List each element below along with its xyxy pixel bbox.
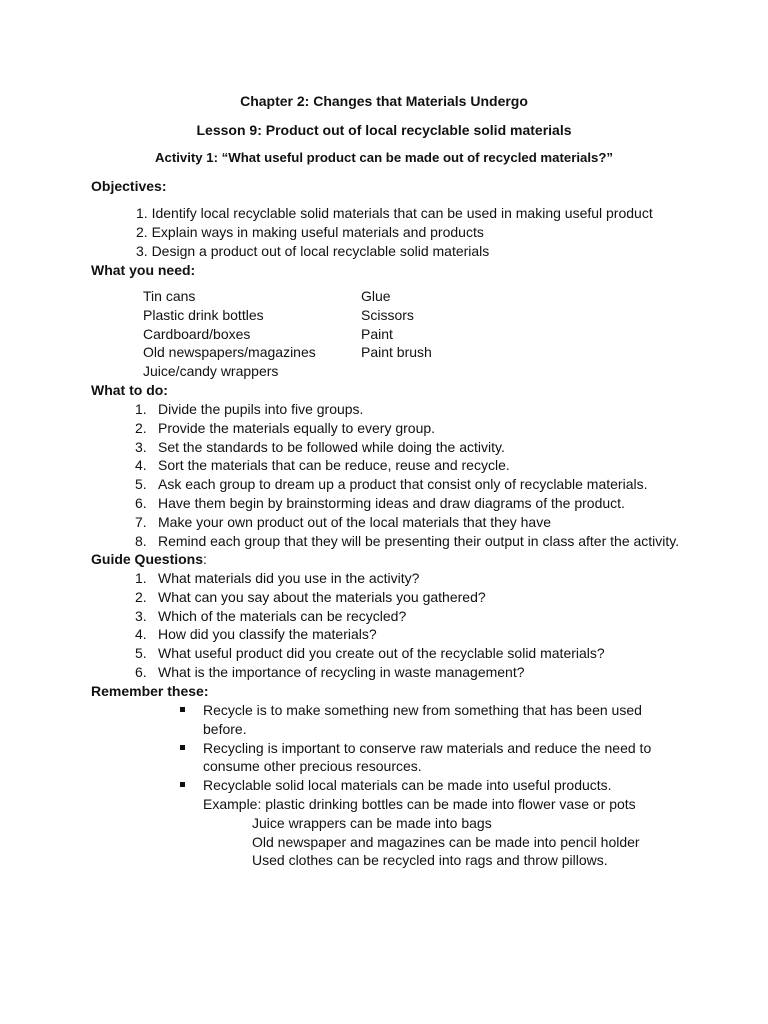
what-to-do-heading: What to do:: [91, 382, 168, 398]
step-item: [135, 456, 679, 475]
material-item: Juice/candy wrappers: [143, 363, 279, 380]
example-intro: Example: plastic drinking bottles can be made into flower vase or pots: [203, 795, 636, 812]
what-to-do-list: [135, 400, 679, 550]
lesson-title: Lesson 9: Product out of local recyclable solid materials: [196, 122, 572, 138]
step-item: [135, 400, 679, 419]
example-line: Juice wrappers can be made into bags: [252, 814, 492, 831]
step-item: [135, 438, 679, 457]
question-text: How did you classify the materials?: [158, 626, 377, 643]
step-number: 5.: [135, 476, 147, 493]
what-you-need-heading: What you need:: [91, 262, 196, 278]
example-line: Old newspaper and magazines can be made into pencil holder: [252, 833, 640, 850]
step-number: 1.: [135, 401, 147, 417]
remember-item: [180, 739, 660, 777]
step-text: Make your own product out of the local materials that they have: [158, 513, 551, 530]
guide-questions-list: [135, 569, 605, 682]
step-item: [135, 475, 679, 494]
material-item: Tin cans: [143, 288, 196, 304]
remember-line: Recyclable solid local materials can be made into useful products.: [203, 777, 612, 794]
guide-questions-heading: [91, 550, 207, 569]
step-item: [135, 494, 679, 513]
question-number: 5.: [135, 645, 147, 662]
materials-list-right: [361, 287, 432, 362]
objective-item: 3. Design a product out of local recyclable solid materials: [136, 242, 490, 259]
step-text: Have them begin by brainstorming ideas and draw diagrams of the product.: [158, 494, 625, 511]
chapter-title: Chapter 2: Changes that Materials Undergo: [240, 93, 528, 109]
material-item: Paint: [361, 325, 393, 342]
question-item: [135, 607, 605, 626]
question-item: [135, 663, 605, 682]
question-number: 4.: [135, 626, 147, 643]
square-bullet-icon: [180, 782, 185, 787]
question-number: 3.: [135, 607, 147, 624]
question-item: [135, 569, 605, 588]
objective-item: 2. Explain ways in making useful materials and products: [136, 223, 484, 240]
remember-line: consume other precious resources.: [203, 758, 422, 775]
material-item: Old newspapers/magazines: [143, 344, 316, 361]
question-number: 1.: [135, 570, 147, 586]
material-item: Cardboard/boxes: [143, 325, 251, 342]
step-text: Remind each group that they will be presenting their output in class after the activity.: [158, 532, 680, 549]
remember-item: [180, 776, 660, 870]
step-number: 4.: [135, 457, 147, 474]
step-item: [135, 419, 679, 438]
step-item: [135, 532, 679, 551]
question-number: 6.: [135, 663, 147, 680]
step-number: 6.: [135, 494, 147, 511]
activity-title: Activity 1: “What useful product can be made out of recycled materials?”: [154, 150, 613, 165]
question-text: Which of the materials can be recycled?: [158, 607, 407, 624]
question-item: [135, 625, 605, 644]
remember-item: [180, 701, 660, 739]
material-item: Glue: [361, 288, 391, 304]
step-text: Provide the materials equally to every group.: [158, 419, 436, 436]
step-number: 8.: [135, 532, 147, 549]
question-item: [135, 588, 605, 607]
objectives-heading: Objectives:: [91, 178, 167, 194]
step-text: Sort the materials that can be reduce, reuse and recycle.: [158, 457, 510, 474]
square-bullet-icon: [180, 707, 185, 712]
objective-item: 1. Identify local recyclable solid materials that can be used in making useful product: [136, 205, 653, 221]
step-text: Divide the pupils into five groups.: [158, 401, 364, 417]
question-text: What can you say about the materials you gathered?: [158, 588, 486, 605]
question-number: 2.: [135, 588, 147, 605]
materials-list-left: [143, 287, 316, 381]
remember-list: [180, 701, 660, 870]
question-text: What is the importance of recycling in waste management?: [158, 663, 525, 680]
remember-line: Recycle is to make something new from something that has been used: [203, 702, 642, 718]
step-text: Ask each group to dream up a product that consist only of recyclable materials.: [158, 476, 648, 493]
step-item: [135, 513, 679, 532]
guide-questions-colon: :: [203, 551, 207, 567]
question-item: [135, 644, 605, 663]
remember-line: before.: [203, 720, 247, 737]
square-bullet-icon: [180, 745, 185, 750]
material-item: Scissors: [361, 306, 414, 323]
step-number: 7.: [135, 513, 147, 530]
question-text: What useful product did you create out of the recyclable solid materials?: [158, 645, 605, 662]
objectives-list: [136, 204, 653, 260]
material-item: Paint brush: [361, 344, 432, 361]
question-text: What materials did you use in the activity?: [158, 570, 420, 586]
guide-questions-label: Guide Questions: [91, 551, 204, 567]
example-line: Used clothes can be recycled into rags and throw pillows.: [252, 852, 608, 869]
step-text: Set the standards to be followed while doing the activity.: [158, 438, 505, 455]
remember-these-heading: Remember these:: [91, 683, 209, 699]
material-item: Plastic drink bottles: [143, 306, 264, 323]
remember-line: Recycling is important to conserve raw materials and reduce the need to: [203, 739, 652, 756]
step-number: 3.: [135, 438, 147, 455]
step-number: 2.: [135, 419, 147, 436]
